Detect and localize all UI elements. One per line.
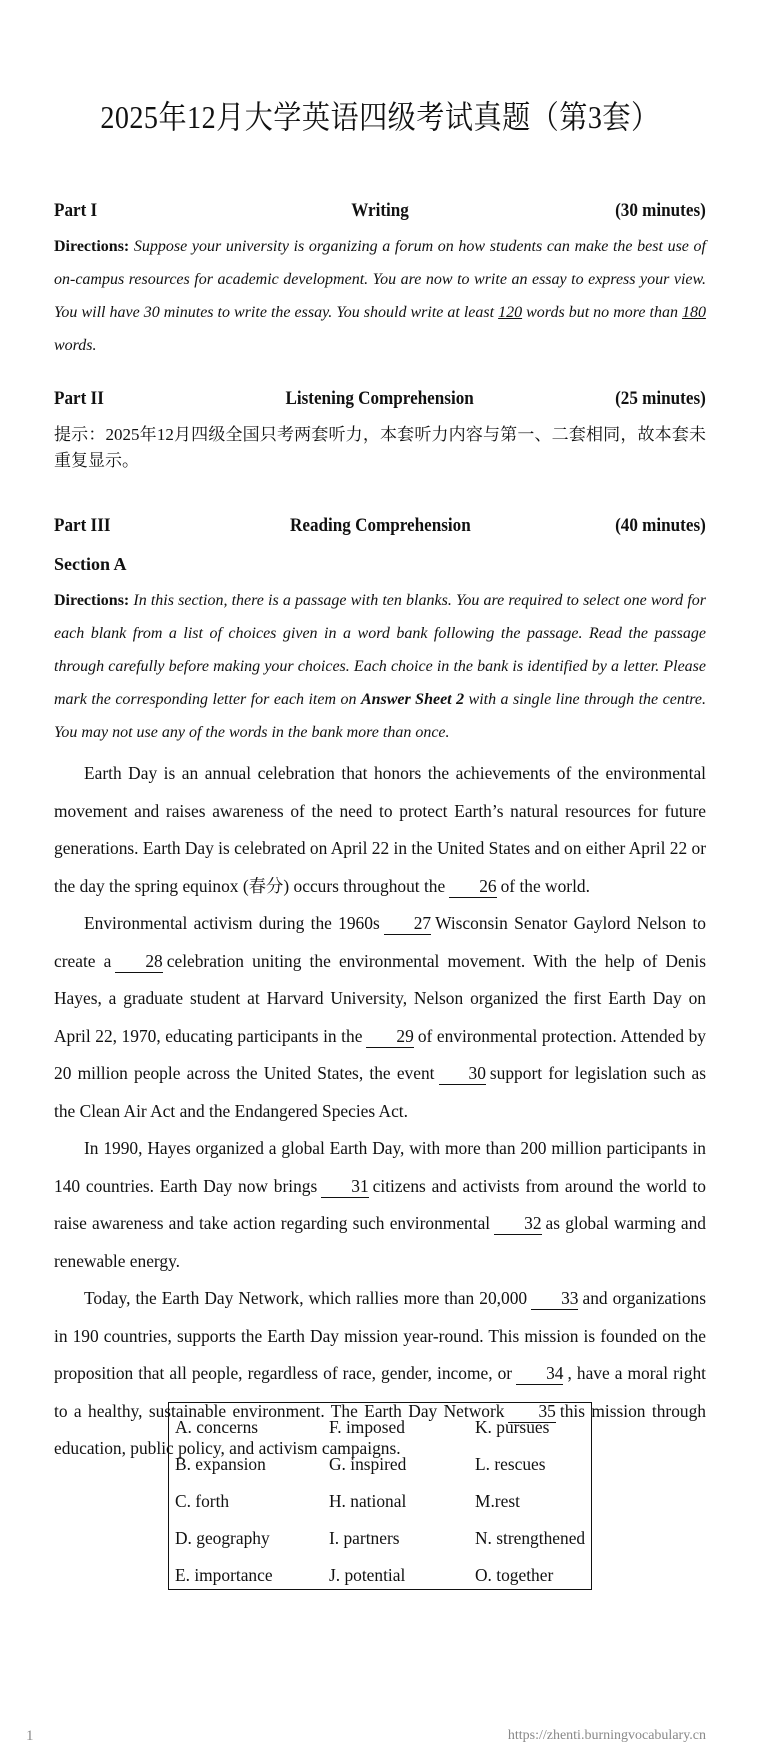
passage — [54, 755, 706, 1468]
passage-paragraph — [54, 905, 706, 1130]
blank-26: 26 — [449, 875, 496, 898]
part-1-time: (30 minutes) — [615, 200, 706, 221]
passage-text: Environmental activism during the 1960s — [84, 913, 380, 933]
part-1-label: Part I — [54, 200, 98, 221]
passage-text: In 1990, Hayes organized a global Earth Day, with more than 200 million participants in 140 countries. Earth Day now brings — [54, 1138, 706, 1196]
word-bank-item: N. strengthened — [475, 1528, 586, 1548]
blank-35: 35 — [508, 1400, 555, 1423]
passage-text: Wisconsin Senator Gaylord Nelson to create a — [54, 913, 706, 971]
blank-29: 29 — [366, 1025, 413, 1048]
passage-text: of environmental protection. Attended by 20 million people across the United States, the event — [54, 1025, 706, 1083]
listening-tip: 提示：2025年12月四级全国只考两套听力，本套听力内容与第一、二套相同，故本套未重复显示。 — [54, 425, 706, 470]
directions-text: In this section, there is a passage with ten blanks. You are required to select one word for each blank from a list of choices given in a word bank following the passage. Read the passage through carefully before making your choices. Each choice in the bank is identified by a letter. Please mark the corresponding letter for each item on — [54, 592, 706, 708]
part-3-name: Reading Comprehension — [289, 515, 471, 536]
min-words: 120 — [498, 304, 523, 321]
passage-text: celebration uniting the environmental movement. With the help of Denis Hayes, a graduate student at Harvard University, Nelson organized the first Earth Day on April 22, 1970, educating participants in the — [54, 950, 706, 1046]
passage-paragraph — [54, 1130, 706, 1280]
part-3-directions — [54, 584, 706, 749]
word-bank-item: D. geography — [175, 1528, 270, 1548]
part-2-label: Part II — [54, 388, 104, 409]
max-words: 180 — [681, 304, 706, 321]
blank-27: 27 — [384, 912, 431, 935]
word-bank-item: K. pursues — [475, 1417, 550, 1437]
directions-text: words but no more than — [522, 304, 682, 321]
passage-paragraph — [54, 755, 706, 905]
passage-text: citizens and activists from around the world to raise awareness and take action regarding such environmental — [54, 1175, 706, 1233]
part-1-header — [54, 200, 706, 226]
directions-text: with a single line through the centre. You may not use any of the words in the bank more than once. — [54, 691, 706, 741]
word-bank-column-2 — [329, 1409, 406, 1594]
word-bank-item: O. together — [475, 1565, 554, 1585]
word-bank-item: I. partners — [329, 1528, 400, 1548]
blank-33: 33 — [531, 1287, 578, 1310]
word-bank-item: M.rest — [475, 1491, 520, 1511]
part-1-name: Writing — [351, 200, 409, 221]
page-number: 1 — [26, 1728, 34, 1744]
part-1-directions — [54, 230, 706, 362]
word-bank-item: L. rescues — [475, 1454, 546, 1474]
word-bank — [168, 1402, 592, 1590]
page-title: 2025年12月大学英语四级考试真题（第3套） — [100, 99, 660, 135]
passage-text: Earth Day is an annual celebration that honors the achievements of the environmental movement and raises awareness of the need to protect Earth’s natural resources for future generations. Earth Day is celebrated on April 22 in the United States and on either April 22 or the day the spring equinox (春分) occurs throughout the — [54, 763, 706, 896]
directions-text: Suppose your university is organizing a forum on how students can make the best use of on-campus resources for academic development. You are now to write an essay to express your view. You will have 30 minutes to write the essay. You should write at least — [54, 238, 706, 321]
section-title: Section A — [54, 554, 127, 574]
word-bank-item: E. importance — [175, 1565, 273, 1585]
passage-text: of the world. — [500, 875, 590, 896]
blank-32: 32 — [494, 1212, 541, 1235]
word-bank-item: H. national — [329, 1491, 407, 1511]
directions-text: words. — [54, 337, 97, 354]
blank-28: 28 — [115, 950, 162, 973]
word-bank-item: C. forth — [175, 1491, 230, 1511]
part-2-name: Listening Comprehension — [285, 388, 475, 409]
word-bank-column-1 — [175, 1409, 273, 1594]
directions-label: Directions: — [54, 238, 130, 255]
word-bank-item: B. expansion — [175, 1454, 266, 1474]
passage-text: this mission through education, public policy, and activism campaigns. — [54, 1400, 706, 1458]
blank-34: 34 — [516, 1362, 563, 1385]
word-bank-column-3 — [475, 1409, 585, 1594]
word-bank-item: G. inspired — [329, 1454, 407, 1474]
footer-url-link[interactable]: https://zhenti.burningvocabulary.cn — [507, 1728, 706, 1743]
passage-text: support for legislation such as the Clean Air Act and the Endangered Species Act. — [54, 1063, 706, 1121]
answer-sheet-label: Answer Sheet 2 — [360, 691, 465, 708]
passage-text: and organizations in 190 countries, supports the Earth Day mission year-round. This mission is founded on the proposition that all people, regardless of race, gender, income, or — [54, 1288, 706, 1383]
passage-text: as global warming and renewable energy. — [54, 1213, 706, 1271]
part-3-header — [54, 515, 706, 541]
passage-text: , have a moral right to a healthy, sustainable environment. The Earth Day Network — [54, 1363, 706, 1421]
blank-30: 30 — [439, 1062, 486, 1085]
part-2-header — [54, 388, 706, 414]
part-2-time: (25 minutes) — [615, 388, 706, 409]
word-bank-item: A. concerns — [175, 1417, 259, 1437]
word-bank-item: J. potential — [329, 1565, 406, 1585]
word-bank-item: F. imposed — [329, 1417, 405, 1437]
part-3-label: Part III — [54, 515, 111, 536]
passage-text: Today, the Earth Day Network, which rallies more than 20,000 — [84, 1288, 528, 1308]
blank-31: 31 — [321, 1175, 368, 1198]
directions-label: Directions: — [54, 592, 130, 609]
part-3-time: (40 minutes) — [615, 515, 706, 536]
